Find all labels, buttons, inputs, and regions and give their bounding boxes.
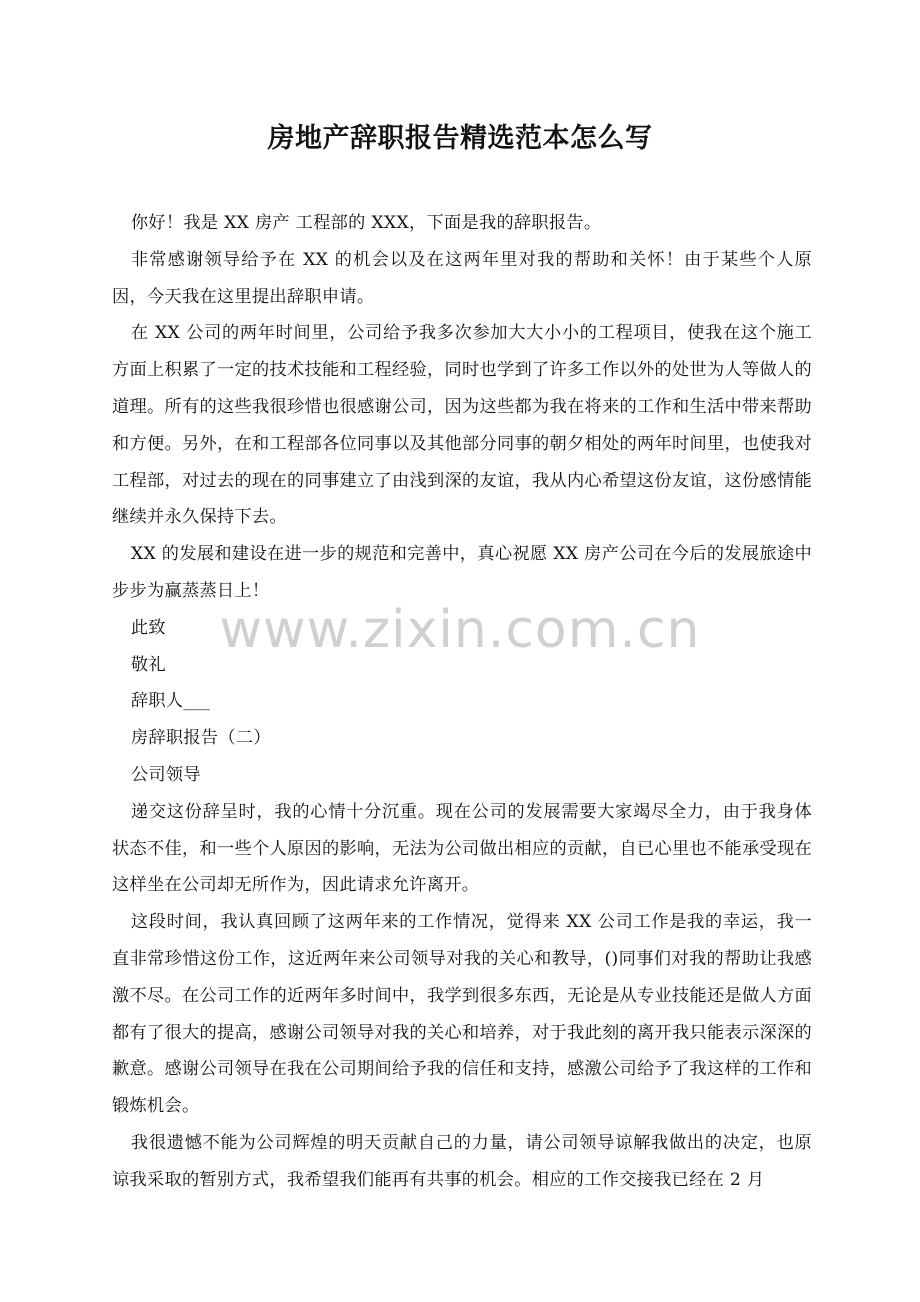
salutation-2: 公司领导	[130, 764, 201, 785]
closing-jingli: 敬礼	[130, 654, 166, 675]
paragraph-greeting: 你好！我是 XX 房产 工程部的 XXX，下面是我的辞职报告。	[130, 213, 602, 233]
closing-cizhi: 此致	[130, 617, 166, 638]
paragraph-review: 这段时间，我认真回顾了这两年来的工作情况，觉得来 XX 公司工作是我的幸运，我一直非常珍惜这份工作，这近两年来公司领导对我的关心和教导，()同事们对我的帮助让我感激不尽。在公司工作的近两年多时间中，我学到很多东西，无论是从专业技能还是做人方面都有了很大的提高，感谢公司领导对我的关心和培养，对于我此刻的离开我只能表示深深的歉意。感谢公司领导在我在公司期间给予我的信任和支持，感激公司给予了我这样的工作和锻炼机会。	[112, 912, 812, 1117]
paragraph-regret: 我很遗憾不能为公司辉煌的明天贡献自己的力量，请公司领导谅解我做出的决定，也原谅我采取的暂别方式，我希望我们能再有共事的机会。相应的工作交接我已经在 2 月	[112, 1132, 812, 1190]
paragraph-reason: 递交这份辞呈时，我的心情十分沉重。现在公司的发展需要大家竭尽全力，由于我身体状态不佳，和一些个人原因的影响，无法为公司做出相应的贡献，自已心里也不能承受现在这样坐在公司却无所作为，因此请求允许离开。	[112, 801, 812, 896]
paragraph-experience: 在 XX 公司的两年时间里，公司给予我多次参加大大小小的工程项目，使我在这个施工方面上积累了一定的技术技能和工程经验，同时也学到了许多工作以外的处世为人等做人的道理。所有的这些我很珍惜也很感谢公司，因为这些都为我在将来的工作和生活中带来帮助和方便。另外，在和工程部各位同事以及其他部分同事的朝夕相处的两年时间里，也使我对工程部，对过去的现在的同事建立了由浅到深的友谊，我从内心希望这份友谊，这份感情能继续并永久保持下去。	[112, 323, 812, 528]
document-body	[112, 205, 812, 1199]
signature-line: 辞职人___	[130, 691, 211, 712]
paragraph-wishes: XX 的发展和建设在进一步的规范和完善中，真心祝愿 XX 房产公司在今后的发展旅途中步步为赢蒸蒸日上！	[112, 544, 812, 601]
document-title: 房地产辞职报告精选范本怎么写	[267, 123, 653, 154]
watermark: www.zixin.com.cn	[219, 600, 701, 660]
section-heading-2: 房辞职报告（二）	[130, 728, 271, 749]
paragraph-thanks: 非常感谢领导给予在 XX 的机会以及在这两年里对我的帮助和关怀！由于某些个人原因，今天我在这里提出辞职申请。	[112, 249, 812, 307]
